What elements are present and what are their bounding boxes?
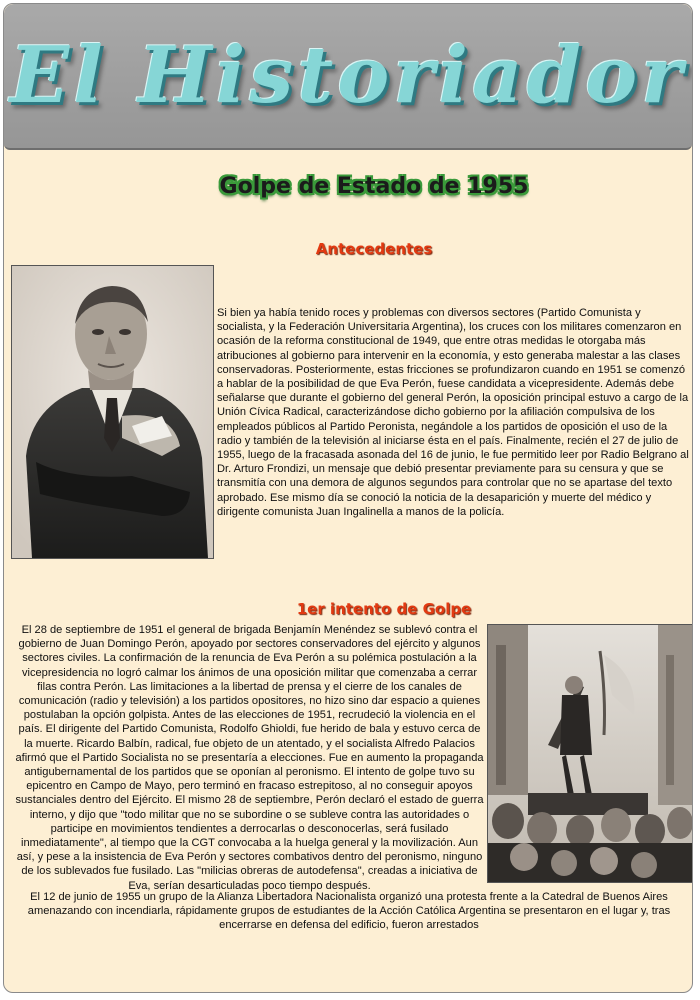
site-title: El Historiador: [9, 30, 687, 121]
article-headline: Golpe de Estado de 1955: [219, 174, 529, 199]
section-title-primer-intento: 1er intento de Golpe: [296, 600, 472, 618]
crowd-illustration: [488, 625, 693, 882]
section-title-antecedentes: Antecedentes: [315, 240, 433, 258]
masthead: [4, 4, 692, 150]
closing-paragraph: El 12 de junio de 1955 un grupo de la Alianza Libertadora Nacionalista organizó una protesta frente a la Catedral de Buenos Aires amenazando con incendiarla, rápidamente grupos de estudiantes de la Acción Católica Argentina se presentaron en el lugar y, tras encerrarse en defensa del edificio, fueron arrestados: [27, 891, 671, 932]
portrait-photo: [11, 265, 214, 559]
section2-paragraph: El 28 de septiembre de 1951 el general de brigada Benjamín Menéndez se sublevó contra el gobierno de Juan Domingo Perón, apoyado por sectores conservadores del ejército y algunos sectores civiles. La confirmación de la renuncia de Eva Perón a su polémica postulación a la vicepresidencia no logró calmar los ánimos de una oposición militar que comenzaba a cerrar filas contra Perón. Las limitaciones a la libertad de prensa y el cierre de los canales de comunicación (radio y televisión) a los partidos opositores, no hizo sino dar espacio a quienes postulaban la opción golpista. Antes de las elecciones de 1951, recrudeció la violencia en el país. El dirigente del Partido Comunista, Rodolfo Ghioldi, fue herido de bala y estuvo cerca de la muerte. Ricardo Balbín, radical, fue objeto de un atentado, y el socialista Alfredo Palacios afirmó que el Partido Socialista no se presentaría a elecciones. Fue en aumento la propaganda antigubernamental de los partidos que se oponían al peronismo. El intento de golpe tuvo su epicentro en Campo de Mayo, pero terminó en fracaso estrepitoso, al no conseguir apoyos sustanciales dentro del Ejército. El mismo 28 de septiembre, Perón declaró el estado de guerra interno, y dijo que "todo militar que no se subordine o se subleve contra las autoridades o participe en movimientos tendientes a derrocarlas o desconocerlas, será fusilado inmediatamente", al tiempo que la CGT convocaba a la huelga general y la movilización. Aun así, y pese a la insistencia de Eva Perón y sectores combativos dentro del peronismo, ninguno de los sublevados fue fusilado. Las "milicias obreras de autodefensa", creadas a iniciativa de Eva, serían desarticuladas poco tiempo después.: [15, 624, 484, 892]
portrait-illustration: [12, 266, 213, 558]
section1-paragraph: Si bien ya había tenido roces y problemas con diversos sectores (Partido Comunista y socialista, y la Federación Universitaria Argentina), los cruces con los militares comenzaron en ocasión de la reforma constitucional de 1949, que entre otras medidas le otorgaba más atribuciones al gobierno para intervenir en la economía, y esto generaba malestar a las clases conservadoras. Posteriormente, estas fricciones se profundizaron cuando en 1951 se comenzó a hablar de la posibilidad de que Eva Perón, fuese candidata a vicepresidente. Además debe señalarse que durante el gobierno del general Perón, la oposición principal estuvo a cargo de la Unión Cívica Radical, caracterizándose dicho gobierno por la afiliación compulsiva de los empleados públicos al Partido Peronista, negándole a los partidos de oposición el uso de la radio y también de la televisión al iniciarse ésta en el país. Finalmente, recién el 27 de julio de 1955, luego de la fracasada asonada del 16 de junio, le fue permitido leer por Radio Belgrano al Dr. Arturo Frondizi, un mensaje que debió presentar previamente para su censura y que se transmitía con una demora de algunos segundos para controlar que no se apartase del texto aprobado. Ese mismo día se conoció la noticia de la desaparición y muerte del médico y dirigente comunista Juan Ingalinella a manos de la policía.: [217, 307, 689, 518]
crowd-photo: [487, 624, 693, 883]
page: [3, 3, 693, 993]
